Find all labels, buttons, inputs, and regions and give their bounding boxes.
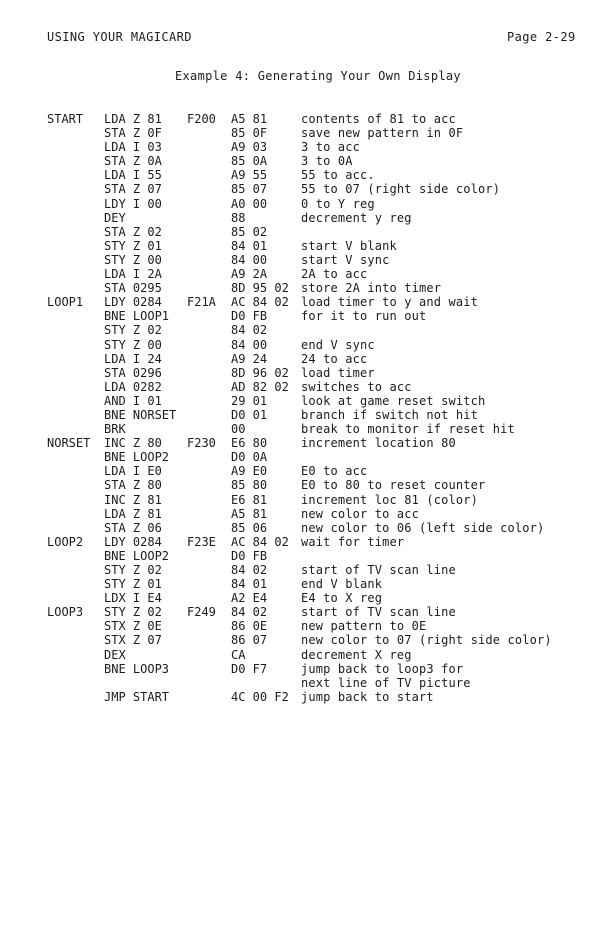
comment: load timer to y and wait [301, 295, 478, 310]
code-line [0, 154, 600, 168]
comment: save new pattern in 0F [301, 126, 464, 141]
address: F200 [187, 112, 216, 126]
code-line [0, 182, 600, 196]
instruction: LDA 0282 [104, 379, 162, 394]
comment: increment loc 81 (color) [301, 492, 478, 507]
instruction: STY Z 02 [104, 323, 162, 338]
code-line [0, 408, 600, 422]
instruction: STA Z 0F [104, 126, 162, 141]
instruction: LDA Z 81 [104, 112, 162, 126]
comment: 2A to acc [301, 267, 368, 282]
machine-code: 8D 95 02 [231, 281, 289, 296]
machine-code: A2 E4 [231, 591, 268, 606]
instruction: STY Z 02 [104, 605, 162, 620]
comment: jump back to loop3 for [301, 661, 464, 676]
comment: 55 to acc. [301, 168, 375, 183]
instruction: STX Z 07 [104, 633, 162, 648]
instruction: BNE LOOP1 [104, 309, 170, 324]
instruction: LDA I 03 [104, 140, 162, 155]
code-line [0, 422, 600, 436]
machine-code: D0 FB [231, 548, 268, 563]
instruction: DEX [104, 647, 126, 662]
comment: 55 to 07 (right side color) [301, 182, 501, 197]
code-line [0, 239, 600, 253]
code-line [0, 126, 600, 140]
code-line [0, 521, 600, 535]
machine-code: A9 24 [231, 351, 268, 366]
instruction: STY Z 01 [104, 238, 162, 253]
code-line [0, 648, 600, 662]
comment: next line of TV picture [301, 675, 471, 690]
code-line [0, 662, 600, 676]
machine-code: 88 [231, 210, 246, 225]
comment: new color to 06 (left side color) [301, 520, 545, 535]
instruction: STA 0296 [104, 365, 162, 380]
machine-code: 85 0A [231, 154, 268, 169]
address: F249 [187, 605, 216, 620]
comment: decrement X reg [301, 647, 412, 662]
instruction: INC Z 81 [104, 492, 162, 507]
comment: start V blank [301, 238, 397, 253]
machine-code: AC 84 02 [231, 295, 289, 310]
comment: break to monitor if reset hit [301, 422, 515, 437]
code-line [0, 309, 600, 323]
machine-code: 29 01 [231, 393, 268, 408]
instruction: BNE NORSET [104, 407, 177, 422]
instruction: LDA I 24 [104, 351, 162, 366]
code-line [0, 436, 600, 450]
code-line [0, 535, 600, 549]
instruction: LDY I 00 [104, 196, 162, 211]
comment: jump back to start [301, 689, 434, 704]
instruction: STA Z 07 [104, 182, 162, 197]
code-line [0, 591, 600, 605]
code-line [0, 253, 600, 267]
code-line [0, 323, 600, 337]
machine-code: 8D 96 02 [231, 365, 289, 380]
instruction: STY Z 00 [104, 337, 162, 352]
machine-code: 84 01 [231, 238, 268, 253]
machine-code: 85 06 [231, 520, 268, 535]
page-number: Page 2-29 [507, 30, 576, 44]
machine-code: AC 84 02 [231, 534, 289, 549]
machine-code: AD 82 02 [231, 379, 289, 394]
machine-code: 86 07 [231, 633, 268, 648]
comment: 3 to acc [301, 140, 360, 155]
comment: new pattern to 0E [301, 619, 427, 634]
comment: look at game reset switch [301, 393, 486, 408]
instruction: JMP START [104, 689, 170, 704]
code-line [0, 577, 600, 591]
comment: branch if switch not hit [301, 407, 478, 422]
instruction: STA Z 02 [104, 224, 162, 239]
code-line [0, 478, 600, 492]
code-line [0, 211, 600, 225]
instruction: STA Z 06 [104, 520, 162, 535]
code-line [0, 112, 600, 126]
comment: start V sync [301, 252, 390, 267]
code-line [0, 366, 600, 380]
comment: load timer [301, 365, 375, 380]
code-line [0, 563, 600, 577]
instruction: INC Z 80 [104, 436, 162, 451]
comment: new color to 07 (right side color) [301, 633, 552, 648]
comment: 24 to acc [301, 351, 368, 366]
instruction: STA Z 0A [104, 154, 162, 169]
code-line [0, 549, 600, 563]
comment: contents of 81 to acc [301, 112, 456, 126]
address: F230 [187, 436, 216, 451]
line-label: LOOP3 [47, 605, 84, 620]
instruction: STY Z 01 [104, 577, 162, 592]
comment: start of TV scan line [301, 605, 456, 620]
code-line [0, 619, 600, 633]
instruction: BNE LOOP3 [104, 661, 170, 676]
comment: end V blank [301, 577, 383, 592]
machine-code: D0 F7 [231, 661, 268, 676]
machine-code: E6 80 [231, 436, 268, 451]
instruction: LDA I E0 [104, 464, 162, 479]
code-line [0, 140, 600, 154]
machine-code: A9 55 [231, 168, 268, 183]
comment: E0 to 80 to reset counter [301, 478, 486, 493]
machine-code: A0 00 [231, 196, 268, 211]
machine-code: 85 0F [231, 126, 268, 141]
machine-code: 84 02 [231, 563, 268, 577]
instruction: STA Z 80 [104, 478, 162, 493]
machine-code: 4C 00 F2 [231, 689, 289, 704]
address: F23E [187, 534, 216, 549]
comment: E4 to X reg [301, 591, 383, 606]
code-line [0, 225, 600, 239]
code-line [0, 295, 600, 309]
machine-code: D0 01 [231, 407, 268, 422]
code-line [0, 690, 600, 704]
machine-code: A9 2A [231, 267, 268, 282]
code-line [0, 281, 600, 295]
machine-code: E6 81 [231, 492, 268, 507]
code-line [0, 676, 600, 690]
comment: start of TV scan line [301, 563, 456, 577]
machine-code: 84 00 [231, 252, 268, 267]
line-label: NORSET [47, 436, 91, 451]
comment: switches to acc [301, 379, 412, 394]
machine-code: D0 FB [231, 309, 268, 324]
machine-code: 84 00 [231, 337, 268, 352]
instruction: STY Z 00 [104, 252, 162, 267]
example-title: Example 4: Generating Your Own Display [175, 69, 461, 83]
code-line [0, 633, 600, 647]
instruction: BNE LOOP2 [104, 450, 170, 465]
machine-code: 84 02 [231, 605, 268, 620]
machine-code: 85 80 [231, 478, 268, 493]
comment: decrement y reg [301, 210, 412, 225]
code-line [0, 450, 600, 464]
machine-code: A5 81 [231, 112, 268, 126]
machine-code: 85 07 [231, 182, 268, 197]
line-label: LOOP1 [47, 295, 84, 310]
instruction: BNE LOOP2 [104, 548, 170, 563]
comment: store 2A into timer [301, 281, 442, 296]
code-line [0, 197, 600, 211]
code-line [0, 380, 600, 394]
instruction: AND I 01 [104, 393, 162, 408]
instruction: STX Z 0E [104, 619, 162, 634]
code-line [0, 507, 600, 521]
machine-code: A9 03 [231, 140, 268, 155]
code-line [0, 267, 600, 281]
comment: wait for timer [301, 534, 405, 549]
assembly-listing [0, 112, 600, 704]
machine-code: A9 E0 [231, 464, 268, 479]
code-line [0, 605, 600, 619]
machine-code: 86 0E [231, 619, 268, 634]
instruction: LDX I E4 [104, 591, 162, 606]
code-line [0, 394, 600, 408]
comment: new color to acc [301, 506, 419, 521]
machine-code: D0 0A [231, 450, 268, 465]
comment: for it to run out [301, 309, 427, 324]
comment: 3 to 0A [301, 154, 353, 169]
machine-code: 85 02 [231, 224, 268, 239]
code-line [0, 493, 600, 507]
instruction: STA 0295 [104, 281, 162, 296]
code-line [0, 168, 600, 182]
instruction: LDA I 2A [104, 267, 162, 282]
instruction: LDY 0284 [104, 534, 162, 549]
instruction: LDA Z 81 [104, 506, 162, 521]
machine-code: 00 [231, 422, 246, 437]
machine-code: 84 02 [231, 323, 268, 338]
instruction: BRK [104, 422, 126, 437]
running-head: USING YOUR MAGICARD [47, 30, 192, 44]
machine-code: A5 81 [231, 506, 268, 521]
machine-code: 84 01 [231, 577, 268, 592]
comment: E0 to acc [301, 464, 368, 479]
comment: end V sync [301, 337, 375, 352]
code-line [0, 464, 600, 478]
comment: 0 to Y reg [301, 196, 375, 211]
instruction: STY Z 02 [104, 563, 162, 577]
instruction: LDA I 55 [104, 168, 162, 183]
code-line [0, 352, 600, 366]
line-label: LOOP2 [47, 534, 84, 549]
line-label: START [47, 112, 84, 126]
machine-code: CA [231, 647, 246, 662]
instruction: LDY 0284 [104, 295, 162, 310]
comment: increment location 80 [301, 436, 456, 451]
address: F21A [187, 295, 216, 310]
code-line [0, 338, 600, 352]
instruction: DEY [104, 210, 126, 225]
